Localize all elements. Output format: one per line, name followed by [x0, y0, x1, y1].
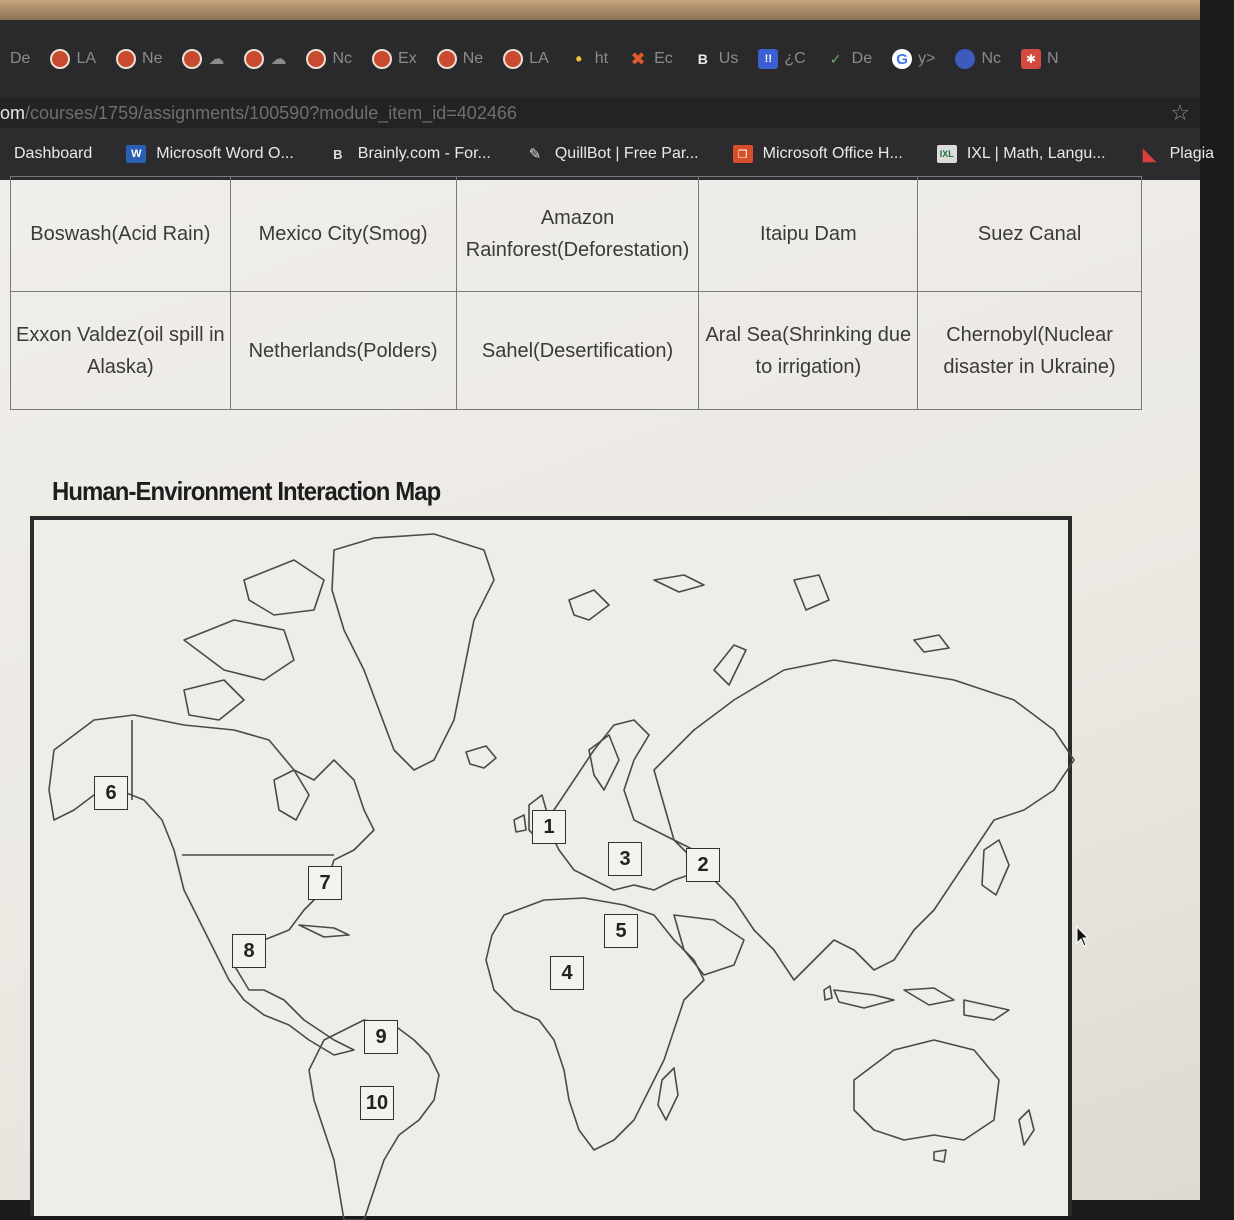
table-cell: Netherlands(Polders)	[230, 292, 456, 410]
bookmark-item[interactable]	[719, 145, 923, 163]
browser-tab[interactable]	[493, 39, 559, 79]
canvas-icon	[372, 49, 392, 69]
bookmark-item[interactable]	[112, 145, 314, 163]
answer-table	[10, 176, 1142, 410]
browser-tab[interactable]	[683, 39, 749, 79]
screen-bezel	[0, 0, 1200, 20]
map-marker-1: 1	[532, 810, 566, 844]
browser-tab[interactable]	[882, 39, 945, 79]
bookmark-icon: ◣	[1142, 143, 1157, 164]
table-cell: Itaipu Dam	[699, 177, 918, 292]
browser-tab[interactable]	[816, 39, 882, 79]
japan-shape	[982, 840, 1009, 895]
world-map-outline	[34, 520, 1076, 1220]
red-icon: ✱	[1021, 49, 1041, 69]
table-cell: Chernobyl(Nuclear disaster in Ukraine)	[918, 292, 1142, 410]
browser-tab[interactable]	[748, 39, 815, 79]
table-cell: Aral Sea(Shrinking due to irrigation)	[699, 292, 918, 410]
bookmark-item[interactable]	[923, 145, 1126, 163]
tab-label: Nc	[981, 50, 1002, 67]
bookmark-item[interactable]	[0, 145, 112, 163]
map-marker-3: 3	[608, 842, 642, 876]
browser-tab[interactable]	[234, 39, 296, 79]
bookmark-label: Brainly.com - For...	[357, 145, 491, 162]
browser-tab[interactable]	[0, 39, 40, 79]
map-marker-9: 9	[364, 1020, 398, 1054]
browser-tab[interactable]	[1011, 39, 1069, 79]
arctic-islands-shape	[184, 620, 294, 680]
map-marker-8: 8	[232, 934, 266, 968]
brainly-icon: B	[697, 51, 708, 67]
africa-shape	[486, 898, 704, 1150]
tab-label: ☁	[208, 51, 225, 68]
tab-label: ☁	[270, 51, 287, 68]
bookmark-label: Microsoft Word O...	[156, 145, 294, 162]
bookmark-label: QuillBot | Free Par...	[554, 145, 699, 162]
table-cell: Amazon Rainforest(Deforestation)	[456, 177, 699, 292]
tab-label: Ec	[654, 50, 673, 67]
table-row	[11, 177, 1142, 292]
x-icon: ✖	[630, 48, 646, 69]
canvas-icon	[306, 49, 326, 69]
map-title: Human-Environment Interaction Map	[52, 476, 441, 506]
canvas-icon	[116, 49, 136, 69]
browser-tab[interactable]	[40, 39, 106, 79]
tab-label: De	[851, 50, 873, 67]
canvas-icon	[437, 49, 457, 69]
bookmark-label: IXL | Math, Langu...	[966, 145, 1106, 162]
tab-label: De	[10, 50, 31, 67]
canvas-icon	[50, 49, 70, 69]
canvas-icon	[503, 49, 523, 69]
iceland-shape	[466, 746, 496, 768]
tab-label: LA	[529, 50, 549, 67]
table-row	[11, 292, 1142, 410]
tab-label: N	[1047, 50, 1059, 67]
tab-label: ht	[594, 50, 609, 67]
bookmark-label: Microsoft Office H...	[762, 145, 903, 162]
bookmark-label: Dashboard	[14, 145, 93, 162]
bookmark-item[interactable]	[314, 145, 511, 163]
table-cell: Sahel(Desertification)	[456, 292, 699, 410]
question-icon: !!	[758, 49, 778, 69]
tab-strip	[0, 20, 1200, 98]
browser-tab[interactable]	[296, 39, 362, 79]
map-marker-6: 6	[94, 776, 128, 810]
browser-tab[interactable]	[427, 39, 493, 79]
address-bar[interactable]	[0, 98, 1200, 128]
browser-tab[interactable]	[618, 39, 683, 79]
google-icon: G	[892, 49, 912, 69]
map-marker-10: 10	[360, 1086, 394, 1120]
asia-shape	[654, 660, 1074, 980]
bookmark-icon: B	[333, 146, 343, 162]
tab-label: Ex	[398, 50, 417, 67]
greenland-shape	[332, 534, 494, 770]
map-marker-2: 2	[686, 848, 720, 882]
tab-label: Nc	[332, 50, 353, 67]
bookmark-icon: IXL	[937, 145, 957, 163]
tab-label: LA	[76, 50, 97, 67]
bookmark-icon: ❐	[733, 145, 753, 163]
bookmark-item[interactable]	[1126, 145, 1234, 163]
map-marker-7: 7	[308, 866, 342, 900]
tab-label: Ne	[462, 50, 484, 67]
canvas-icon	[244, 49, 264, 69]
table-cell: Mexico City(Smog)	[230, 177, 456, 292]
browser-tab[interactable]	[559, 39, 618, 79]
desmos-icon: ✓	[829, 50, 842, 67]
table-cell: Suez Canal	[918, 177, 1142, 292]
map-marker-5: 5	[604, 914, 638, 948]
canvas-icon	[182, 49, 202, 69]
tab-label: Ne	[142, 50, 163, 67]
browser-tab[interactable]	[362, 39, 427, 79]
bookmark-icon: ✎	[528, 146, 542, 163]
page-content	[0, 180, 1200, 1200]
world-map	[30, 516, 1072, 1216]
blurred-icon	[955, 49, 975, 69]
table-cell: Exxon Valdez(oil spill in Alaska)	[11, 292, 231, 410]
bookmarks-bar	[0, 128, 1215, 180]
bookmark-item[interactable]	[511, 145, 719, 163]
url-path: /courses/1759/assignments/100590?module_item_id=402466	[25, 102, 517, 123]
map-marker-4: 4	[550, 956, 584, 990]
browser-tab[interactable]	[106, 39, 172, 79]
tab-label: ¿C	[784, 50, 806, 67]
bookmark-label: Plagia	[1169, 145, 1215, 162]
browser-tab[interactable]	[172, 39, 234, 79]
bookmark-star-icon[interactable]: ☆	[1170, 100, 1190, 125]
bookmark-icon: W	[126, 145, 146, 163]
tab-label: y>	[918, 50, 936, 67]
mouse-cursor-icon	[1076, 926, 1090, 948]
australia-shape	[854, 1040, 999, 1140]
tab-label: Us	[718, 50, 739, 67]
browser-tab[interactable]	[945, 39, 1011, 79]
lightbulb-icon: •	[575, 48, 582, 69]
url-host: om	[0, 102, 26, 123]
table-cell: Boswash(Acid Rain)	[11, 177, 231, 292]
